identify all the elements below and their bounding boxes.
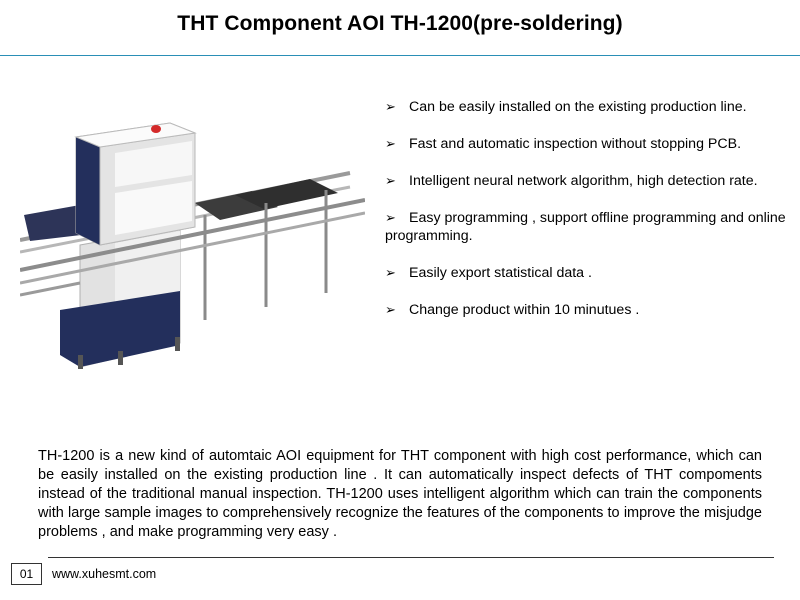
arrow-bullet-icon: ➢ [385,99,396,114]
arrow-bullet-icon: ➢ [385,302,396,317]
feature-item: ➢ Intelligent neural network algorithm, high detection rate. [385,173,758,189]
arrow-bullet-icon: ➢ [385,136,396,151]
arrow-bullet-icon: ➢ [385,210,396,225]
feature-item: ➢ Can be easily installed on the existing production line. [385,99,747,115]
footer-divider [48,557,774,558]
website-link[interactable]: www.xuhesmt.com [52,567,157,581]
feature-item: ➢ Fast and automatic inspection without stopping PCB. [385,136,742,152]
arrow-bullet-icon: ➢ [385,173,396,188]
aoi-machine-illustration [20,115,365,375]
feature-item: ➢ Easily export statistical data . [385,265,592,281]
product-description: TH-1200 is a new kind of automtaic AOI equipment for THT component with high cost performance, which can be easily installed on the existing production line . It can automatically inspect defects of THT compoments instead of the traditional manual inspection. TH-1200 uses intelligent algorithm which can train the components with large sample images to comprehensively recognize the features of the components to improve the misjudge problems , and make programming very easy . [38,448,762,540]
page-number: 01 [11,563,42,585]
feature-item: ➢ Easy programming , support offline programming and online programming. [385,210,786,244]
feature-item: ➢ Change product within 10 minutues . [385,302,640,318]
title-divider [0,55,800,56]
page-title: THT Component AOI TH-1200(pre-soldering) [177,12,623,35]
arrow-bullet-icon: ➢ [385,265,396,280]
feature-list [385,98,797,338]
